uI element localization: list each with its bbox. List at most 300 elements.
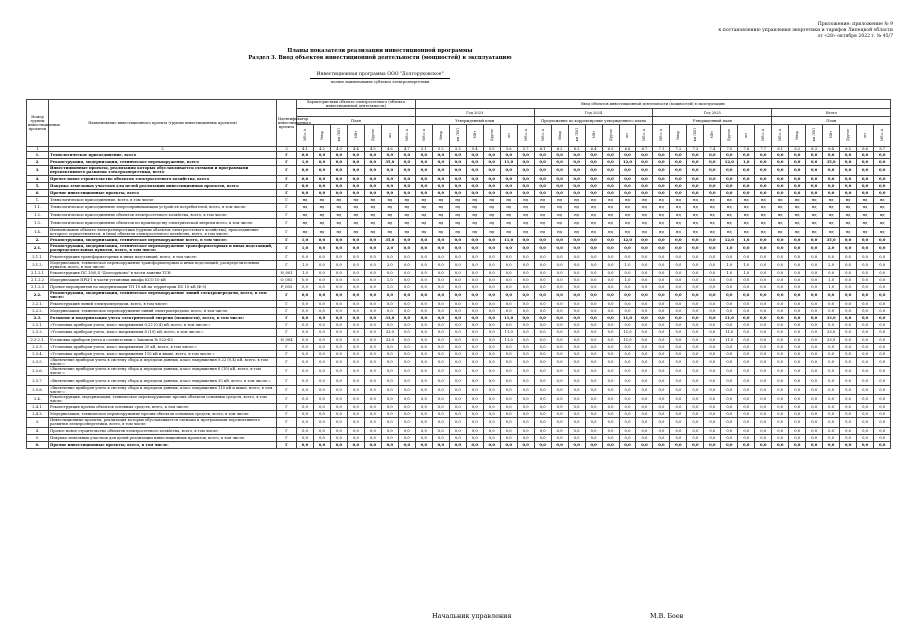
row-value: 0,0 <box>806 244 823 253</box>
row-value: нд <box>738 211 755 218</box>
row-value: 0,0 <box>840 329 857 336</box>
row-value: 0,0 <box>415 166 432 175</box>
row-value: нд <box>415 218 432 227</box>
row-value: 0,0 <box>381 269 398 276</box>
row-value: 0,0 <box>670 434 687 441</box>
row-value: 0,0 <box>398 427 415 434</box>
row-value: 0,0 <box>297 322 314 329</box>
row-value: 0,0 <box>874 394 891 403</box>
row-value: 0,0 <box>297 329 314 336</box>
row-name: Инвестиционные проекты, реализация которых обуславливается схемами и программами перспективного развития электроэнергетики, всего, в том числе: <box>49 418 277 427</box>
row-value: 0,0 <box>330 244 347 253</box>
row-value: 0,0 <box>313 322 330 329</box>
row-value: 0,0 <box>772 394 789 403</box>
row-value: нд <box>330 197 347 204</box>
row-value: 0,0 <box>398 358 415 367</box>
row-value: 0,0 <box>653 376 670 385</box>
row-value: 0,0 <box>347 418 364 427</box>
row-value: 0,0 <box>738 367 755 376</box>
row-value: 0,0 <box>806 376 823 385</box>
row-value: 0,0 <box>687 394 704 403</box>
row-value: нд <box>313 218 330 227</box>
row-value: нд <box>347 197 364 204</box>
row-value: 0,0 <box>415 253 432 260</box>
row-value: 0,0 <box>738 350 755 357</box>
row-identifier: Г <box>277 159 297 166</box>
row-value: 0,0 <box>466 269 483 276</box>
row-value: нд <box>381 227 398 236</box>
row-value: нд <box>483 218 500 227</box>
row-value: нд <box>704 197 721 204</box>
table-row <box>27 358 891 367</box>
header-unit-label <box>840 125 857 147</box>
row-value: 0,0 <box>381 441 398 448</box>
row-value: 0,0 <box>687 441 704 448</box>
header-unit-label <box>585 125 602 147</box>
row-value: 0,0 <box>687 300 704 307</box>
row-value: 0,0 <box>568 244 585 253</box>
column-index: 7.6 <box>738 147 755 152</box>
row-value: 0,0 <box>330 329 347 336</box>
row-value: нд <box>772 197 789 204</box>
row-value: 0,0 <box>721 152 738 159</box>
row-value: 0,0 <box>432 441 449 448</box>
row-value: 0,0 <box>823 418 840 427</box>
row-value: 0,0 <box>636 237 653 244</box>
row-value: 0,0 <box>653 343 670 350</box>
row-value: 0,0 <box>297 404 314 411</box>
title-line-1: Планы показатели реализации инвестиционной программы <box>287 48 473 54</box>
row-value: 0,0 <box>313 253 330 260</box>
row-value: нд <box>415 211 432 218</box>
row-value: 0,0 <box>568 441 585 448</box>
row-value: 0,0 <box>347 253 364 260</box>
table-row <box>27 291 891 300</box>
unit-label: Мвар <box>795 130 800 140</box>
row-value: 0,0 <box>806 336 823 343</box>
row-value: 0,0 <box>738 300 755 307</box>
row-value: нд <box>823 204 840 211</box>
row-value: нд <box>738 227 755 236</box>
row-value: 0,0 <box>755 404 772 411</box>
header-unit-label <box>500 125 517 147</box>
row-value: 0,0 <box>415 182 432 189</box>
row-value: нд <box>398 218 415 227</box>
row-value: 0,0 <box>364 343 381 350</box>
row-value: 0,0 <box>602 394 619 403</box>
row-value: 0,0 <box>432 237 449 244</box>
row-value: 1,0 <box>738 269 755 276</box>
row-value: 0,0 <box>772 300 789 307</box>
row-value: 0,0 <box>619 269 636 276</box>
row-value: 0,0 <box>381 418 398 427</box>
row-value: 0,0 <box>483 189 500 196</box>
row-value: 0,0 <box>364 322 381 329</box>
header-unit-label <box>398 125 415 147</box>
row-value: 0,0 <box>364 307 381 314</box>
row-value: 0,0 <box>466 314 483 321</box>
row-value: 0,0 <box>721 350 738 357</box>
row-value: 0,0 <box>755 441 772 448</box>
header-characteristics: Характеристики объекта электросетевого (объекта инвестиционной деятельности) <box>297 100 416 109</box>
row-value: 0,0 <box>721 358 738 367</box>
row-value: 0,0 <box>297 336 314 343</box>
header-unit-label <box>415 125 432 147</box>
table-row <box>27 218 891 227</box>
row-value: 0,0 <box>874 427 891 434</box>
row-value: 0,0 <box>297 441 314 448</box>
row-value: 0,0 <box>721 343 738 350</box>
column-index: 6.2 <box>551 147 568 152</box>
row-value: нд <box>517 218 534 227</box>
row-value: 0,0 <box>585 404 602 411</box>
header-unit-label <box>619 125 636 147</box>
row-value: 11,0 <box>500 329 517 336</box>
row-value: 0,0 <box>636 441 653 448</box>
row-value: 0,0 <box>602 350 619 357</box>
row-value: 0,0 <box>738 376 755 385</box>
row-value: нд <box>500 211 517 218</box>
row-value: 0,0 <box>619 418 636 427</box>
row-identifier: Г <box>277 434 297 441</box>
row-value: 0,0 <box>789 244 806 253</box>
row-value: 0,0 <box>806 322 823 329</box>
row-value: нд <box>653 204 670 211</box>
row-value: нд <box>585 211 602 218</box>
row-value: 0,0 <box>432 253 449 260</box>
row-value: 0,0 <box>466 329 483 336</box>
row-value: 0,0 <box>517 427 534 434</box>
row-value: 0,0 <box>415 269 432 276</box>
row-value: 0,0 <box>330 404 347 411</box>
unit-label: шт <box>744 132 749 138</box>
unit-label: км ЛЭП <box>455 128 460 142</box>
row-value: 0,0 <box>534 189 551 196</box>
row-value: 0,0 <box>806 411 823 418</box>
row-value: 0,0 <box>619 427 636 434</box>
row-value: 0,0 <box>313 307 330 314</box>
row-value: 0,0 <box>415 350 432 357</box>
row-value: 0,0 <box>432 358 449 367</box>
row-value: 0,0 <box>449 189 466 196</box>
row-value: 0,0 <box>381 291 398 300</box>
row-value: 0,0 <box>755 300 772 307</box>
row-value: 0,0 <box>466 189 483 196</box>
row-value: 0,0 <box>772 358 789 367</box>
row-value: 0,0 <box>687 411 704 418</box>
header-unit-label <box>449 125 466 147</box>
row-value: 0,0 <box>602 418 619 427</box>
row-value: 0,0 <box>551 394 568 403</box>
row-value: 0,0 <box>517 350 534 357</box>
row-value: нд <box>670 227 687 236</box>
row-identifier: Г <box>277 253 297 260</box>
header-unit-label <box>857 125 874 147</box>
row-value: 0,0 <box>755 284 772 291</box>
row-value: 0,0 <box>704 152 721 159</box>
row-value: нд <box>687 197 704 204</box>
row-value: 0,0 <box>568 166 585 175</box>
row-value: 0,0 <box>738 418 755 427</box>
row-value: 0,0 <box>313 175 330 182</box>
table-row <box>27 350 891 357</box>
row-value: 0,0 <box>568 152 585 159</box>
row-value: 0,0 <box>738 329 755 336</box>
row-value: 0,0 <box>398 159 415 166</box>
row-value: 0,0 <box>568 350 585 357</box>
row-value: 0,0 <box>568 159 585 166</box>
row-value: 0,0 <box>738 336 755 343</box>
row-value: 0,0 <box>364 237 381 244</box>
row-value: 0,0 <box>789 427 806 434</box>
row-value: 0,0 <box>364 385 381 394</box>
row-value: 0,0 <box>313 367 330 376</box>
row-value: 0,0 <box>347 411 364 418</box>
row-value: 0,0 <box>704 358 721 367</box>
row-value: 0,0 <box>653 166 670 175</box>
row-value: 0,0 <box>670 376 687 385</box>
row-value: 0,0 <box>381 166 398 175</box>
unit-label: Другое <box>846 129 851 141</box>
row-value: 0,0 <box>551 336 568 343</box>
row-value: 0,0 <box>330 394 347 403</box>
row-value: 0,0 <box>398 291 415 300</box>
row-value: 0,0 <box>297 343 314 350</box>
row-value: 0,0 <box>568 385 585 394</box>
row-value: 0,0 <box>755 411 772 418</box>
row-value: 0,0 <box>297 277 314 284</box>
row-value: 0,0 <box>636 159 653 166</box>
row-value: 0,0 <box>874 343 891 350</box>
header-unit-label <box>755 125 772 147</box>
row-value: 0,0 <box>755 394 772 403</box>
column-index: 7.7 <box>755 147 772 152</box>
row-value: 0,0 <box>347 434 364 441</box>
row-value: 0,0 <box>500 385 517 394</box>
row-value: 0,0 <box>432 385 449 394</box>
table-row <box>27 322 891 329</box>
row-identifier: N_004 <box>277 336 297 343</box>
column-index: 8.7 <box>874 147 891 152</box>
row-value: 0,0 <box>483 237 500 244</box>
row-value: 0,0 <box>823 434 840 441</box>
row-value: 0,0 <box>500 260 517 269</box>
row-identifier: Г <box>277 350 297 357</box>
row-value: нд <box>551 211 568 218</box>
row-number: 2.4. <box>27 394 49 403</box>
row-value: 0,0 <box>466 367 483 376</box>
row-name: Прочее новое строительство объектов электросетевого хозяйства, всего, в том числе: <box>49 427 277 434</box>
row-value: 0,0 <box>874 307 891 314</box>
row-value: 0,0 <box>585 182 602 189</box>
row-value: 0,0 <box>534 244 551 253</box>
row-value: 0,0 <box>585 367 602 376</box>
row-value: нд <box>653 227 670 236</box>
row-value: 0,0 <box>653 237 670 244</box>
row-value: 0,0 <box>806 394 823 403</box>
row-value: 0,0 <box>483 175 500 182</box>
row-value: 0,0 <box>364 291 381 300</box>
row-value: 0,0 <box>313 314 330 321</box>
row-value: нд <box>738 197 755 204</box>
row-value: 0,0 <box>857 394 874 403</box>
row-value: 0,0 <box>653 277 670 284</box>
row-value: нд <box>806 204 823 211</box>
row-value: 0,0 <box>432 152 449 159</box>
row-value: 0,0 <box>602 329 619 336</box>
row-value: 0,0 <box>602 182 619 189</box>
row-value: 0,0 <box>398 284 415 291</box>
row-value: 0,0 <box>772 336 789 343</box>
row-value: 0,0 <box>568 394 585 403</box>
row-value: 0,0 <box>687 314 704 321</box>
row-value: 0,0 <box>483 322 500 329</box>
row-value: нд <box>483 204 500 211</box>
row-value: 0,0 <box>653 350 670 357</box>
row-value: 0,0 <box>449 291 466 300</box>
row-value: 0,0 <box>840 427 857 434</box>
row-value: 0,0 <box>636 336 653 343</box>
row-value: 0,0 <box>330 166 347 175</box>
column-index: 6.4 <box>585 147 602 152</box>
row-value: нд <box>840 211 857 218</box>
row-value: нд <box>789 211 806 218</box>
row-value: 0,0 <box>313 182 330 189</box>
row-value: 0,0 <box>568 269 585 276</box>
column-index: 8.5 <box>840 147 857 152</box>
row-value: 0,0 <box>534 441 551 448</box>
row-value: 0,0 <box>636 253 653 260</box>
table-row <box>27 269 891 276</box>
row-value: 0,0 <box>602 385 619 394</box>
row-value: 0,0 <box>823 322 840 329</box>
row-value: 0,0 <box>483 411 500 418</box>
row-value: 0,0 <box>823 427 840 434</box>
row-value: 0,0 <box>347 427 364 434</box>
row-value: 0,0 <box>653 358 670 367</box>
row-value: 0,0 <box>585 189 602 196</box>
row-value: 0,0 <box>721 253 738 260</box>
row-value: 0,0 <box>381 358 398 367</box>
row-value: 0,0 <box>653 322 670 329</box>
row-value: нд <box>534 204 551 211</box>
row-value: 0,0 <box>772 385 789 394</box>
row-value: 0,0 <box>670 166 687 175</box>
row-value: 0,0 <box>585 314 602 321</box>
row-value: 0,0 <box>534 322 551 329</box>
header-unit-label <box>313 125 330 147</box>
approval-line-3: от «28» октября 2022 г. № 45/7 <box>817 34 893 39</box>
row-value: 0,0 <box>636 367 653 376</box>
header-year-2: Год 2024 <box>534 109 653 117</box>
row-value: 0,0 <box>449 441 466 448</box>
column-index: 4.1 <box>297 147 314 152</box>
header-unit-label <box>483 125 500 147</box>
row-value: нд <box>297 227 314 236</box>
row-value: 0,0 <box>704 159 721 166</box>
row-number: 3. <box>27 166 49 175</box>
row-value: 0,0 <box>602 358 619 367</box>
row-value: 0,0 <box>653 159 670 166</box>
row-value: 0,0 <box>568 284 585 291</box>
row-value: 0,0 <box>653 404 670 411</box>
row-value: 0,0 <box>466 307 483 314</box>
row-value: 0,0 <box>534 336 551 343</box>
row-value: 0,0 <box>687 350 704 357</box>
row-value: 0,0 <box>364 441 381 448</box>
row-value: нд <box>297 197 314 204</box>
row-value: нд <box>653 197 670 204</box>
row-value: 0,0 <box>619 343 636 350</box>
header-plan-label: План <box>297 117 416 125</box>
row-value: 0,0 <box>432 404 449 411</box>
header-unit-label <box>551 125 568 147</box>
row-value: 0,0 <box>500 166 517 175</box>
row-value: 0,0 <box>330 411 347 418</box>
row-value: 0,0 <box>415 189 432 196</box>
row-value: нд <box>517 204 534 211</box>
row-value: 0,0 <box>755 152 772 159</box>
unit-label: Другое <box>370 129 375 141</box>
row-value: 0,0 <box>755 350 772 357</box>
row-value: 0,0 <box>381 182 398 189</box>
column-index: 2 <box>49 147 277 152</box>
row-value: 0,0 <box>483 291 500 300</box>
unit-label: МВ×А <box>523 128 528 142</box>
row-value: нд <box>398 211 415 218</box>
row-value: 0,0 <box>449 277 466 284</box>
row-value: 0,0 <box>534 277 551 284</box>
row-value: 0,0 <box>432 189 449 196</box>
table-row <box>27 277 891 284</box>
row-value: 0,0 <box>551 175 568 182</box>
row-value: 0,0 <box>687 404 704 411</box>
row-value: 0,0 <box>755 367 772 376</box>
row-value: нд <box>313 227 330 236</box>
table-row <box>27 434 891 441</box>
row-value: 11,0 <box>500 237 517 244</box>
row-value: 0,0 <box>415 404 432 411</box>
column-index: 6.5 <box>602 147 619 152</box>
row-value: 0,0 <box>789 277 806 284</box>
header-unit-label <box>806 125 823 147</box>
row-value: 0,0 <box>398 300 415 307</box>
header-unit-label <box>466 125 483 147</box>
row-value: 0,0 <box>330 269 347 276</box>
row-value: 0,0 <box>755 237 772 244</box>
row-value: 0,0 <box>619 350 636 357</box>
row-value: 0,0 <box>789 343 806 350</box>
row-value: 0,0 <box>398 269 415 276</box>
row-value: 0,0 <box>364 411 381 418</box>
row-value: 0,0 <box>670 343 687 350</box>
row-value: 0,0 <box>755 418 772 427</box>
row-name: Реконструкция, модернизация, техническое перевооружение, всего <box>49 159 277 166</box>
row-identifier: Г <box>277 204 297 211</box>
row-name: Прочие мероприятия по модернизации ТП 10 кВ на территории ПС 10 кВ (Ф-5) <box>49 284 277 291</box>
row-value: 0,0 <box>432 166 449 175</box>
row-value: 0,0 <box>381 350 398 357</box>
unit-label: Мвар <box>557 130 562 140</box>
row-value: 0,0 <box>772 182 789 189</box>
row-value: 0,0 <box>823 367 840 376</box>
row-name: «Установка приборов учета, класс напряжения 6 (10) кВ, всего, в том числе:» <box>49 329 277 336</box>
row-value: 0,0 <box>330 260 347 269</box>
row-value: 0,0 <box>432 411 449 418</box>
row-value: 0,0 <box>670 277 687 284</box>
row-value: 0,0 <box>466 152 483 159</box>
row-value: 0,0 <box>313 350 330 357</box>
